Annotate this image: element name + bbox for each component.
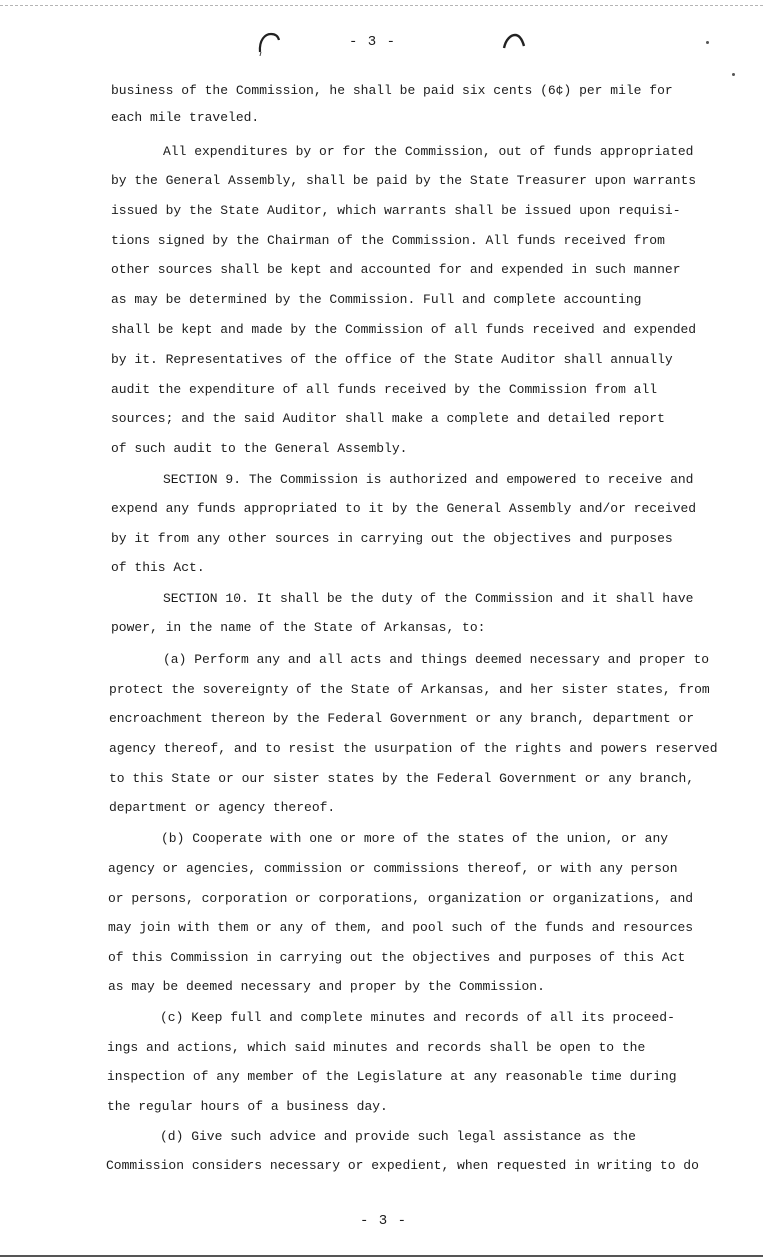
punch-hole-right-icon	[501, 30, 527, 56]
bottom-edge-line	[0, 1255, 763, 1257]
item-line: (b) Cooperate with one or more of the states of the union, or any	[161, 831, 669, 846]
text-line: Commission considers necessary or expedient, when requested in writing to do	[106, 1158, 699, 1173]
text-line: as may be determined by the Commission. Full and complete accounting	[111, 292, 642, 307]
text-line: inspection of any member of the Legislature at any reasonable time during	[107, 1069, 677, 1084]
text-line: agency or agencies, commission or commissions thereof, or with any person	[108, 861, 678, 876]
text-line: ings and actions, which said minutes and records shall be open to the	[107, 1040, 646, 1055]
text-line: of this Commission in carrying out the objectives and purposes of this Act	[108, 950, 686, 965]
item-line: (c) Keep full and complete minutes and records of all its proceed-	[160, 1010, 675, 1025]
text-line: as may be deemed necessary and proper by the Commission.	[108, 979, 545, 994]
text-line: protect the sovereignty of the State of Arkansas, and her sister states, from	[109, 682, 710, 697]
item-line: (a) Perform any and all acts and things deemed necessary and proper to	[163, 652, 710, 667]
text-line: other sources shall be kept and accounted for and expended in such manner	[111, 262, 681, 277]
text-line: issued by the State Auditor, which warrants shall be issued upon requisi-	[111, 203, 681, 218]
punch-hole-left-icon	[256, 30, 282, 56]
item-line: (d) Give such advice and provide such legal assistance as the	[160, 1129, 636, 1144]
text-line: by it from any other sources in carrying out the objectives and purposes	[111, 531, 673, 546]
text-line: All expenditures by or for the Commission, out of funds appropriated	[163, 144, 694, 159]
speck	[706, 41, 709, 44]
text-line: shall be kept and made by the Commission of all funds received and expended	[111, 322, 697, 337]
text-line: power, in the name of the State of Arkansas, to:	[111, 620, 486, 635]
text-line: business of the Commission, he shall be paid six cents (6¢) per mile for	[111, 83, 673, 98]
text-line: by it. Representatives of the office of the State Auditor shall annually	[111, 352, 673, 367]
text-line: the regular hours of a business day.	[107, 1099, 388, 1114]
section-heading-line: SECTION 9. The Commission is authorized and empowered to receive and	[163, 472, 694, 487]
text-line: department or agency thereof.	[109, 800, 336, 815]
speck	[732, 73, 735, 76]
text-line: of such audit to the General Assembly.	[111, 441, 408, 456]
text-line: encroachment thereon by the Federal Government or any branch, department or	[109, 711, 695, 726]
section-heading-line: SECTION 10. It shall be the duty of the Commission and it shall have	[163, 591, 694, 606]
text-line: by the General Assembly, shall be paid by the State Treasurer upon warrants	[111, 173, 697, 188]
text-line: agency thereof, and to resist the usurpation of the rights and powers reserved	[109, 741, 718, 756]
text-line: may join with them or any of them, and pool such of the funds and resources	[108, 920, 694, 935]
text-line: each mile traveled.	[111, 110, 260, 125]
text-line: audit the expenditure of all funds received by the Commission from all	[111, 382, 658, 397]
text-line: sources; and the said Auditor shall make a complete and detailed report	[111, 411, 665, 426]
text-line: expend any funds appropriated to it by the General Assembly and/or received	[111, 501, 697, 516]
text-line: of this Act.	[111, 560, 205, 575]
text-line: tions signed by the Chairman of the Commission. All funds received from	[111, 233, 665, 248]
page-number-bottom: - 3 -	[360, 1213, 408, 1229]
page-number-top: - 3 -	[349, 34, 397, 50]
text-line: to this State or our sister states by the Federal Government or any branch,	[109, 771, 695, 786]
text-line: or persons, corporation or corporations, organization or organizations, and	[108, 891, 694, 906]
top-dashed-border	[0, 5, 763, 6]
